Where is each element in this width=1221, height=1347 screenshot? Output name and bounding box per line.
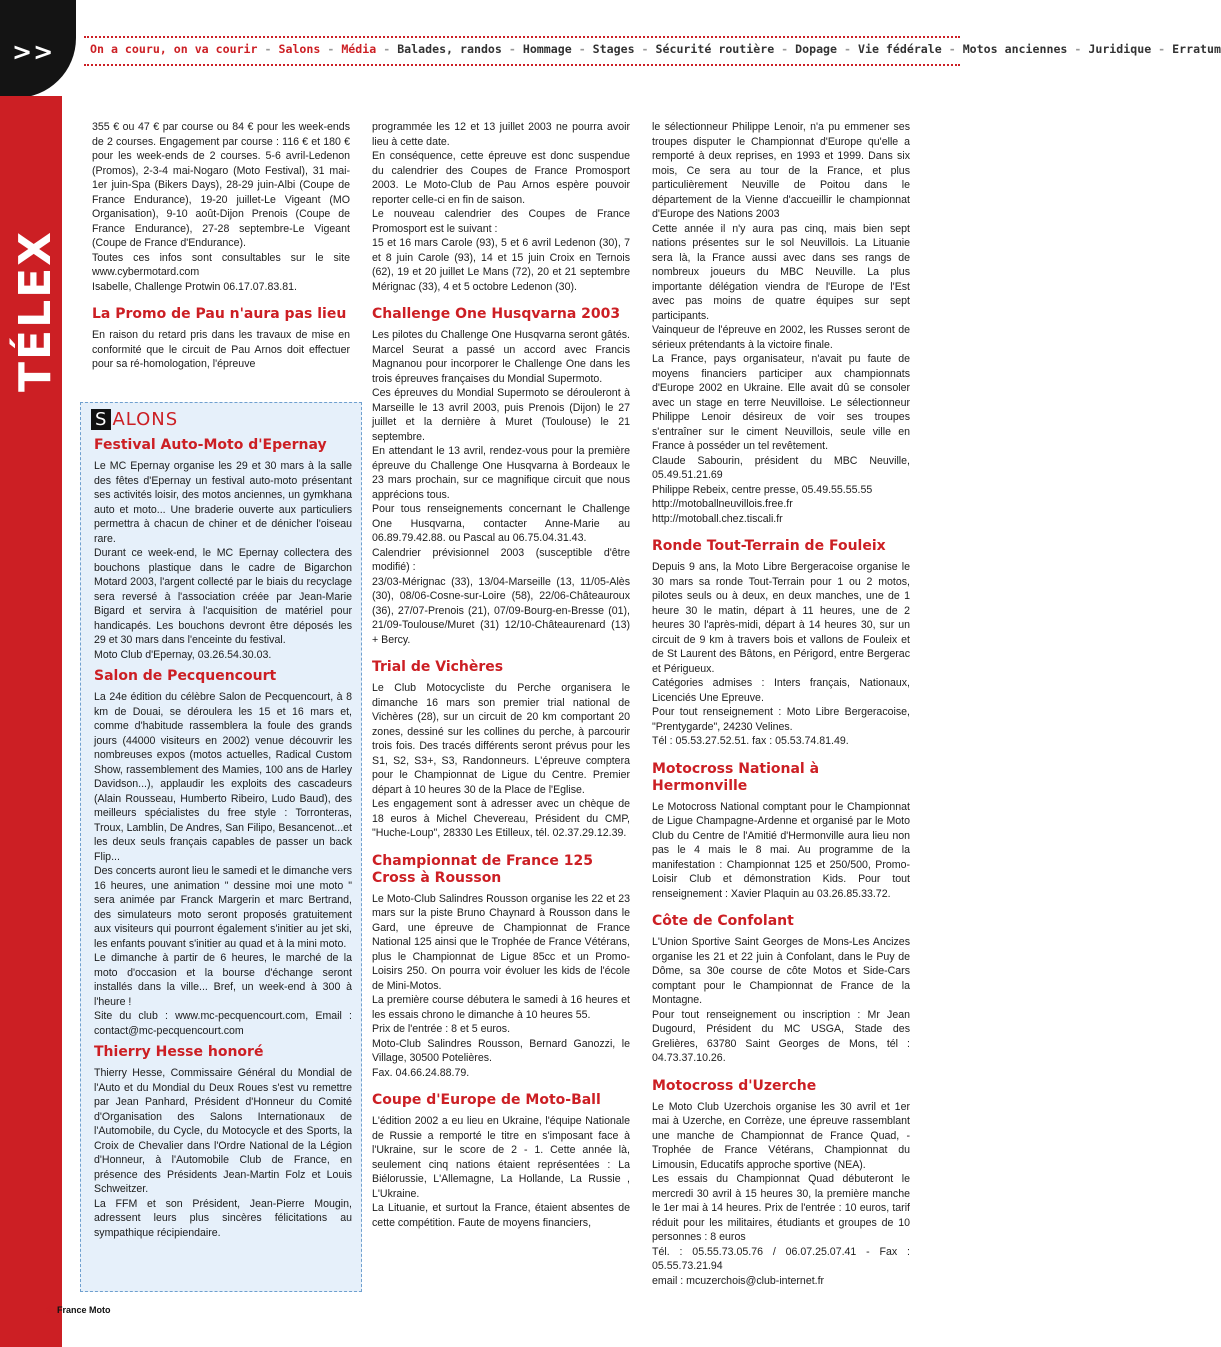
nav-item: Salons xyxy=(278,42,321,56)
article-title: Thierry Hesse honoré xyxy=(94,1044,264,1060)
article-link: http://motoballneuvillois.free.fr xyxy=(652,498,793,510)
article-text: programmée les 12 et 13 juillet 2003 ne pourra avoir lieu à cette date. xyxy=(372,121,630,148)
salons-body xyxy=(94,431,352,1240)
article-text: Pour tout renseignement ou inscription : Mr Jean Dugourd, Président du MC USGA, Stade des Grelières, 63780 Saint Georges de Mons, tél : 04.73.37.10.26. xyxy=(652,1008,910,1064)
website-note: Toutes ces infos sont consultables sur le site www.cybermotard.com xyxy=(92,251,350,278)
article-text: La première course débutera le samedi à 16 heures et les essais chrono le dimanche à 10 heures 55. xyxy=(372,994,630,1021)
section-title: TÉLEX xyxy=(10,229,61,392)
article-text: Le Moto Club Uzerchois organise les 30 avril et 1er mai à Uzerche, en Corrèze, une épreuve rassemblant une manche de Championnat de France Quad, - Trophée de France Vétérans, Championnat du Limousin, Educatifs approche sportive (NEA). xyxy=(652,1100,910,1171)
article-text: Des concerts auront lieu le samedi et le dimanche vers 16 heures, une animation " dessine moi une moto " sera animée par Franck Margerin et marc Bertrand, des simulateurs moto seront proposés gratuitement aux visiteurs qui pourront également s'initier au jet ski, les enfants pouvant s'initier au quad et à la mini moto. xyxy=(94,865,352,950)
article-text: La FFM et son Président, Jean-Pierre Mougin, adressent leurs plus sincères félicitations au sympathique récipiendaire. xyxy=(94,1197,352,1239)
page-footer xyxy=(46,1305,111,1315)
nav-separator: - xyxy=(376,42,398,56)
article-title: Salon de Pecquencourt xyxy=(94,668,277,684)
article-text: Vainqueur de l'épreuve en 2002, les Russes seront de sérieux prétendants à la victoire finale. xyxy=(652,324,910,351)
article-text: 23/03-Mérignac (33), 13/04-Marseille (13, 11/05-Alès (30), 08/06-Cosne-sur-Loire (58), 22/06-Châteauroux (36), 27/07-Prenois (21), 07/09-Bourg-en-Bresse (01), 21/09-Toulouse/Muret (31) 12/10-Châteaurenard (13) + Bercy. xyxy=(372,575,630,646)
nav-item: On a couru, on va courir xyxy=(90,42,258,56)
salons-logo-initial: S xyxy=(91,409,111,430)
article-text: Catégories admises : Inters français, Nationaux, Licenciés Une Epreuve. xyxy=(652,677,910,704)
nav-item: Juridique xyxy=(1088,42,1152,56)
article-text: Pour tout renseignement : Moto Libre Bergeracoise, "Prentygarde", 24230 Velines. xyxy=(652,706,910,733)
nav-item: Vie fédérale xyxy=(857,42,942,56)
article-text: Ces épreuves du Mondial Supermoto se dérouleront à Marseille le 13 avril 2003, puis Prenois (Dijon) le 27 juillet et la dernière à Muret (Toulouse) le 21 septembre. xyxy=(372,387,630,443)
promotional-calendar-text: 355 € ou 47 € par course ou 84 € pour les week-ends de 2 courses. Engagement par course : 116 € et 180 € pour les week-ends de 2 courses. 5-6 avril-Ledenon (Promos), 2-3-4 mai-Nogaro (Moto Festival), 31 mai-1er juin-Spa (Bikers Days), 28-29 juin-Albi (Coupe de France Endurance), 19-20 juillet-Le Vigeant (MO Organisation), 9-10 août-Dijon Prenois (Coupe de France Endurance), 27-28 septembre-Le Vigeant (Coupe de France d'Endurance). xyxy=(92,121,350,249)
article-title: Coupe d'Europe de Moto-Ball xyxy=(372,1092,601,1108)
article-text: Durant ce week-end, le MC Epernay collectera des bouchons plastique dans le cadre de Bigarchon Motard 2003, l'argent collecté par le biais du recyclage sera reversé à l'association créée par Jean-Marie Bigard et servira à l'acquisition de matériel pour handicapés. Les bouchons devront être déposés les 29 et 30 mars dans l'enceinte du festival. xyxy=(94,547,352,646)
article-text: Le MC Epernay organise les 29 et 30 mars à la salle des fêtes d'Epernay un festival auto-moto présentant ses activités loisir, des motos anciennes, un gymkhana auto et moto... Une braderie ouverte aux particuliers permettra à chacun de chiner et de dénicher l'oiseau rare. xyxy=(94,460,352,545)
article-contact: Tél. : 05.55.73.05.76 / 06.07.25.07.41 - Fax : 05.55.73.21.94 xyxy=(652,1245,910,1272)
article-text: le sélectionneur Philippe Lenoir, n'a pu emmener ses troupes disputer le Championnat d'Europe qu'elle a remporté à deux reprises, en 1993 et 1999. Dans six mois, Ce sera au tour de la France, et plus particulièrement Neuville de Poitou dans le département de la Vienne d'accueillir le championnat d'Europe des Nations 2003 xyxy=(652,121,910,220)
article-title: Côte de Confolant xyxy=(652,913,794,929)
article-text: Pour tous renseignements concernant le Challenge One Husqvarna, contacter Anne-Marie au 06.89.79.42.88. ou Pascal au 06.75.04.31.43. xyxy=(372,503,630,544)
article-text: Le Club Motocycliste du Perche organisera le dimanche 16 mars son premier trial national de Vichères (28), sur un circuit de 20 km comportant 20 zones, dessiné sur les collines du perche, à parcourir trois fois. Des tracés différents seront prévus pour les S1, S2, S3+, S3, Randonneurs. L'épreuve comptera pour le Championnat de Ligue du Centre. Premier départ à 10 heures 30 de la Place de l'Eglise. xyxy=(372,682,630,796)
article-text: Le Motocross National comptant pour le Championnat de Ligue Champagne-Ardenne et organisé par le Moto Club du Centre de l'Amitié d'Hermonville aura lieu non pas le 4 mais le 8 mai. Au programme de la manifestation : Championnat 125 et 250/500, Promo-Loisir Club et démonstration Kids. Pour tout renseignement : Xavier Plaquin au 03.26.85.33.72. xyxy=(652,800,910,900)
topic-nav xyxy=(84,36,1221,66)
article-text: Moto-Club Salindres Rousson, Bernard Ganozzi, le Village, 30500 Potelières. xyxy=(372,1037,630,1064)
nav-separator: - xyxy=(941,42,963,56)
topic-nav-items xyxy=(90,42,1221,56)
page-number: 6 xyxy=(46,1305,52,1315)
article-text: Le nouveau calendrier des Coupes de France Promosport est le suivant : xyxy=(372,208,630,235)
article-text: En conséquence, cette épreuve est donc suspendue du calendrier des Coupes de France Promosport 2003. Le Moto-Club de Pau Arnos espère pouvoir reporter celle-ci en fin de saison. xyxy=(372,150,630,206)
article-text: L'édition 2002 a eu lieu en Ukraine, l'équipe Nationale de Russie a remporté le titre en s'imposant face à l'Ukraine, sur le score de 2 - 1. Cette année là, seulement cinq nations étaient représentées : La Biélorussie, L'Allemagne, La Hollande, La Russie , L'Ukraine. xyxy=(372,1115,630,1200)
article-text: L'Union Sportive Saint Georges de Mons-Les Ancizes organise les 21 et 22 juin à Confolant, dans le Puy de Dôme, sa 30e course de côte Motos et Side-Cars comptant pour le Championnat de France de la Montagne. xyxy=(652,936,910,1006)
article-text: La Lituanie, et surtout la France, étaient absentes de cette compétition. Faute de moyens financiers, xyxy=(372,1202,630,1229)
article-text: Les engagement sont à adresser avec un chèque de 18 euros à Michel Chevereau, Président du CMP, "Huche-Loup", 28330 Les Etilleux, tél. 02.37.29.12.39. xyxy=(372,798,630,839)
article-title: Trial de Vichères xyxy=(372,659,504,675)
article-text: Cette année il n'y aura pas cinq, mais bien sept nations présentes sur le sol Neuvillois. La Lituanie sera là, la France aussi avec dans ses rangs de nombreux joueurs du MBC Neuville. La plus importante délégation viendra de l'Europe de l'Est avec pas moins de quatre équipes sur sept participants. xyxy=(652,222,910,322)
article-text: Le dimanche à partir de 6 heures, le marché de la moto d'occasion et la bourse d'échange seront installés dans la ville... Bref, un week-end à 300 à l'heure ! xyxy=(94,952,352,1008)
nav-item: Dopage xyxy=(795,42,838,56)
double-chevron-icon: >> xyxy=(12,38,55,66)
nav-item: Erratum xyxy=(1172,42,1221,56)
section-strip xyxy=(0,96,62,1347)
nav-item: Hommage xyxy=(522,42,572,56)
nav-item: Stages xyxy=(592,42,635,56)
article-text: En attendant le 13 avril, rendez-vous pour la première épreuve du Challenge One Husqvarna à Bordeaux le 23 mars prochain, sur ce magnifique circuit que nous apprécions tous. xyxy=(372,445,630,501)
article-contact: Claude Sabourin, président du MBC Neuville, 05.49.51.21.69 xyxy=(652,454,910,481)
column-3 xyxy=(652,120,910,1288)
nav-separator: - xyxy=(501,42,523,56)
article-text: La France, pays organisateur, n'avait pu faute de moyens financiers participer aux championnats d'Europe 2002 en Ukraine. Elle avait dû se consoler avec un stage en terre Neuvilloise. Le sélectionneur Philippe Lenoir désireux de voir ses troupes s'entraîner sur le ciment Neuvillois, seule ville en France à posséder un tel revêtement. xyxy=(652,353,910,452)
article-text: Les essais du Championnat Quad débuteront le mercredi 30 avril à 15 heures 30, la première manche le 1er mai à 14 heures. Prix de l'entrée : 10 euros, tarif réduit pour les militaires, étudiants et groupes de 10 personnes : 8 euros xyxy=(652,1173,910,1243)
article-contact: email : mcuzerchois@club-internet.fr xyxy=(652,1274,825,1287)
article-title: Challenge One Husqvarna 2003 xyxy=(372,306,621,322)
nav-item: Média xyxy=(341,42,377,56)
article-contact: Site du club : www.mc-pecquencourt.com, Email : contact@mc-pecquencourt.com xyxy=(94,1010,352,1037)
article-contact: Tél : 05.53.27.52.51. fax : 05.53.74.81.49. xyxy=(652,735,849,747)
article-text: Depuis 9 ans, la Moto Libre Bergeracoise organise le 30 mars sa ronde Tout-Terrain pour 1 ou 2 motos, pilotes seuls ou à deux, en deux manches, une de 1 heure 30 le matin, départ à 11 heures, une de 2 heures 30 l'après-midi, départ à 14 heures 30, sur un circuit de 9 km à travers bois et vallons de Fouleix et de St Laurent des Bâtons, en Périgord, entre Bergerac et Périgueux. xyxy=(652,561,910,675)
article-text: En raison du retard pris dans les travaux de mise en conformité que le circuit de Pau Arnos doit effectuer pour sa ré-homologation, l'épreuve xyxy=(92,329,350,370)
salons-box xyxy=(80,402,362,1292)
article-title: Motocross d'Uzerche xyxy=(652,1077,817,1094)
nav-separator: - xyxy=(1067,42,1089,56)
article-title: Festival Auto-Moto d'Epernay xyxy=(94,437,327,453)
magazine-name: France Moto xyxy=(57,1305,111,1315)
article-title: Championnat de France 125 Cross à Rousson xyxy=(372,852,593,886)
nav-separator: - xyxy=(634,42,656,56)
article-text: Fax. 04.66.24.88.79. xyxy=(372,1066,470,1079)
nav-item: Sécurité routière xyxy=(655,42,775,56)
corner-tab xyxy=(0,0,76,98)
nav-separator: - xyxy=(571,42,593,56)
nav-item: Motos anciennes xyxy=(962,42,1068,56)
nav-item: Balades, randos xyxy=(397,42,502,56)
article-title: Ronde Tout-Terrain de Fouleix xyxy=(652,538,886,554)
salons-logo xyxy=(91,409,178,431)
article-text: Le Moto-Club Salindres Rousson organise les 22 et 23 mars sur la piste Bruno Chaynard à Rousson dans le Gard, une épreuve de Championnat de France National 125 ainsi que le Trophée de France Vétérans, plus le Championnat de Ligue 85cc et un Promo-Loisirs 250. On pourra voir évoluer les kids de l'école de Mini-Motos. xyxy=(372,892,630,992)
article-contact: Philippe Rebeix, centre presse, 05.49.55.55.55 xyxy=(652,483,873,496)
column-1 xyxy=(92,120,350,372)
article-text: Les pilotes du Challenge One Husqvarna seront gâtés. Marcel Seurat a passé un accord avec Francis Magnanou pour incorporer le Challenge One dans les trois épreuves françaises du Mondial Supermoto. xyxy=(372,329,630,385)
article-text: Calendrier prévisionnel 2003 (susceptible d'être modifié) : xyxy=(372,546,630,573)
article-title: La Promo de Pau n'aura pas lieu xyxy=(92,306,347,322)
article-link: http://motoball.chez.tiscali.fr xyxy=(652,512,783,525)
article-text: 15 et 16 mars Carole (93), 5 et 6 avril Ledenon (30), 7 et 8 juin Carole (93), 14 et 15 juin Croix en Ternois (62), 19 et 20 juillet Le Mans (72), 20 et 21 septembre Mérignac (33), 4 et 5 octobre Ledenon (30). xyxy=(372,237,630,293)
nav-separator: - xyxy=(320,42,342,56)
nav-separator: - xyxy=(837,42,858,56)
nav-separator: - xyxy=(774,42,796,56)
article-text: La 24e édition du célèbre Salon de Pecquencourt, à 8 km de Douai, se déroulera les 15 et 16 mars et, comme d'habitude rassemblera la foule des grands jours (44000 visiteurs en 2002) venue découvrir les nombreuses expos (motos actuelles, Radical Custom Show, rassemblement des Mamies, 100 ans de Harley Davidson...), applaudir les exploits des cascadeurs (Alain Rousseau, Humberto Ribeiro, Ludo Baud), des meilleurs spécialistes du free style : Torronteras, Troux, Lamblin, De Andres, San Filipo, Besancenot...et les deux seuls français capables de passer un back Flip... xyxy=(94,691,352,863)
contact-line: Isabelle, Challenge Protwin 06.17.07.83.81. xyxy=(92,280,297,293)
column-2 xyxy=(372,120,630,1230)
article-contact: Moto Club d'Epernay, 03.26.54.30.03. xyxy=(94,648,272,661)
article-text: Thierry Hesse, Commissaire Général du Mondial de l'Auto et du Mondial du Deux Roues s'est vu remettre par Jean Panhard, Président d'Honneur du Comité d'Organisation des Salons Internationaux de l'Automobile, du Cycle, du Motocycle et des Sports, la Croix de Chevalier dans l'Ordre National de la Légion d'Honneur, à l'Automobile Club de France, en présence des Présidents Jean-Martin Folz et Louis Schweitzer. xyxy=(94,1067,352,1195)
nav-separator: - xyxy=(1151,42,1173,56)
nav-separator: - xyxy=(257,42,279,56)
salons-logo-rest: ALONS xyxy=(112,409,179,430)
article-text: Prix de l'entrée : 8 et 5 euros. xyxy=(372,1023,511,1035)
article-title: Motocross National à Hermonville xyxy=(652,760,820,794)
